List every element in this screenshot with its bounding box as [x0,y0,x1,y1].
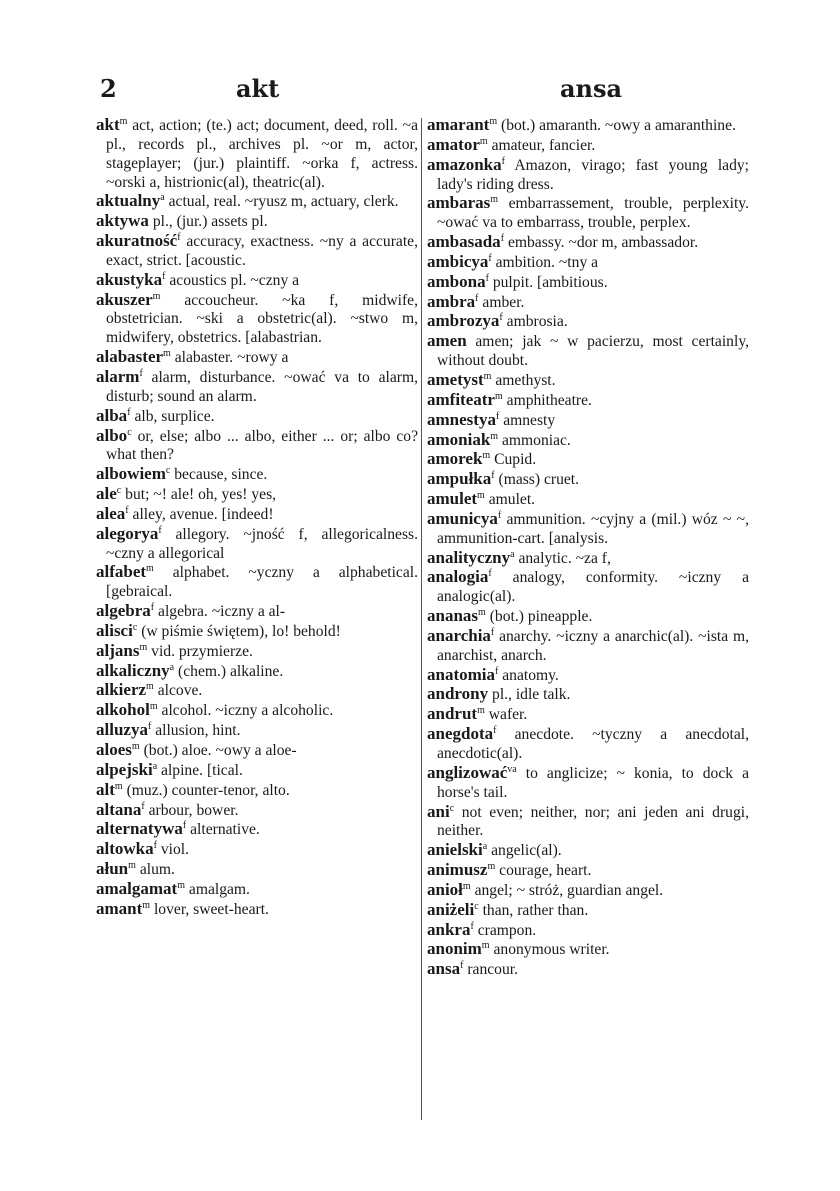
definition: anarchy. ~iczny a anarchic(al). ~ista m, anarchist, anarch. [437,627,750,664]
definition: ambrosia. [506,313,568,331]
headword: ametyst [427,369,484,389]
dictionary-entry [427,549,749,569]
gender-mark: m [152,290,161,302]
dictionary-entry [427,960,749,980]
left-guide-word: akt [236,74,280,103]
headword: ani [427,801,450,821]
headword: ałun [96,859,129,879]
headword: amalgamat [96,878,178,898]
definition: (bot.) aloe. ~owy a aloe- [143,742,297,759]
dictionary-entry [96,860,418,880]
right-guide-word: ansa [560,74,623,103]
definition: alb, surplice. [134,407,215,425]
definition: allusion, hint. [155,722,241,740]
gender-mark: f [162,270,166,282]
definition: (muz.) counter-tenor, alto. [126,781,290,799]
definition: allegory. ~jność f, allegoricalness. ~czny a allegorical [106,525,418,562]
headword: amulet [427,489,478,509]
definition: (bot.) amaranth. ~owy a amaranthine. [501,117,736,134]
headword: alternatywa [96,819,183,839]
dictionary-entry [427,764,749,803]
gender-mark: m [490,430,499,442]
dictionary-entry [427,332,749,371]
dictionary-entry [427,607,749,627]
column-divider [421,118,422,1120]
headword: analityczny [427,547,511,567]
definition: act, action; (te.) act; document, deed, roll. ~a pl., records pl., archives pl. ~or m, actor, stageplayer; (jur.) plaintiff. ~orka f, actress. ~orski a, histrionic(al), theatric(al). [106,117,418,191]
definition: rancour. [467,961,518,979]
gender-mark: c [474,900,479,912]
gender-mark: m [482,450,491,462]
definition: embassy. ~dor m, ambassador. [507,234,699,252]
headword: andrut [427,704,478,724]
headword: alisci [96,620,133,640]
definition: courage, heart. [499,862,592,880]
headword: alea [96,503,126,523]
gender-mark: a [169,661,175,673]
gender-mark: m [131,740,140,752]
headword: alluzya [96,720,148,740]
definition: (mass) cruet. [498,471,580,489]
dictionary-entry [96,642,418,662]
headword: ambrozya [427,311,500,331]
definition: alum. [139,861,175,879]
gender-mark: f [141,800,145,812]
dictionary-entry [427,450,749,470]
dictionary-entry [427,470,749,490]
headword: ambra [427,291,476,311]
definition: lover, sweet-heart. [153,900,269,918]
headword: alpejski [96,759,153,779]
definition: alarm, disturbance. ~ować va to alarm, disturb; sound an alarm. [106,368,418,405]
gender-mark: f [495,410,500,422]
page-number: 2 [100,74,117,103]
gender-mark: f [127,406,131,418]
headword: amnestya [427,409,496,429]
definition: Cupid. [494,451,537,469]
definition: anatomy. [502,666,559,684]
running-header [96,74,732,114]
definition: alphabet. ~yczny a alphabetical. [gebraical. [106,564,418,601]
gender-mark: f [125,504,129,516]
headword: amorek [427,449,483,469]
dictionary-entry [96,116,418,192]
definition: because, since. [174,466,268,484]
headword: aljans [96,640,140,660]
headword: aktualny [96,191,161,211]
gender-mark: m [477,489,485,501]
dictionary-entry [427,725,749,764]
headword: alkierz [96,680,147,700]
definition: Amazon, virago; fast young lady; lady's riding dress. [437,156,749,193]
definition: pl., (jur.) assets pl. [152,213,268,231]
definition: alpine. [tical. [161,761,243,779]
gender-mark: m [149,701,158,713]
gender-mark: m [490,194,499,206]
dictionary-entry [96,900,418,920]
headword: albowiem [96,464,166,484]
dictionary-entry [96,348,418,368]
headword: alfabet [96,562,147,582]
gender-mark: f [500,232,505,244]
gender-mark: m [494,390,503,402]
headword: androny [427,684,489,704]
headword: ambicya [427,251,489,271]
definition: pulpit. [ambitious. [492,273,608,291]
headword: amen [427,331,467,351]
dictionary-entry [96,368,418,407]
headword: anonim [427,939,482,959]
headword: amant [96,898,143,918]
dictionary-entry [427,705,749,725]
headword: ananas [427,606,479,626]
definition: amateur, fancier. [491,136,596,154]
headword: ansa [427,959,461,979]
headword: animusz [427,860,488,880]
headword: alkaliczny [96,660,170,680]
definition: alcove. [157,682,203,700]
dictionary-entry [427,431,749,451]
gender-mark: a [482,841,488,853]
definition: amber. [482,293,525,311]
dictionary-entry [96,465,418,485]
headword: ambasada [427,232,501,252]
headword: ampułka [427,469,492,489]
gender-mark: f [150,601,155,613]
gender-mark: m [146,681,154,693]
dictionary-entry [96,602,418,622]
dictionary-entry [427,371,749,391]
definition: amen; jak ~ w pacierzu, most certainly, without doubt. [437,333,749,370]
definition: but; ~! ale! oh, yes! yes, [125,486,277,504]
gender-mark: f [493,724,497,736]
gender-mark: f [499,312,503,324]
gender-mark: f [501,155,505,167]
gender-mark: f [470,920,474,932]
headword: ambona [427,271,486,291]
definition: algebra. ~iczny a al- [158,603,286,621]
gender-mark: f [491,470,495,481]
gender-mark: f [488,568,492,580]
dictionary-entry [96,212,418,232]
gender-mark: m [177,879,185,891]
definition: anecdote. ~tyczny a anecdotal, anecdotic(al). [437,726,749,762]
gender-mark: va [507,763,517,775]
dictionary-entry [427,490,749,510]
headword: alarm [96,366,140,386]
definition: ammunition. ~cyjny a (mil.) wóz ~ ~, ammunition-cart. [analysis. [437,510,749,547]
dictionary-entry [427,627,749,666]
dictionary-entry [96,820,418,840]
gender-mark: m [479,135,488,147]
gender-mark: m [119,115,128,127]
gender-mark: f [495,665,499,677]
headword: anglizować [427,762,508,782]
headword: alt [96,779,115,799]
dictionary-entry [427,391,749,411]
dictionary-entry [427,411,749,431]
headword: aktywa [96,211,149,231]
dictionary-entry [96,563,418,602]
dictionary-entry [427,273,749,293]
gender-mark: c [449,802,455,814]
dictionary-entry [96,681,418,701]
headword: algebra [96,601,151,621]
right-column [427,116,749,980]
definition: accoucheur. ~ka f, midwife, obstetrician. ~ski a obstetric(al). ~stwo m, midwifery, obstetrics. [alabastrian. [106,291,418,347]
dictionary-entry [96,721,418,741]
gender-mark: m [487,860,496,872]
gender-mark: f [147,720,152,732]
dictionary-entry [427,685,749,705]
headword: akuszer [96,289,153,309]
dictionary-entry [427,803,749,842]
dictionary-entry [96,880,418,900]
gender-mark: f [460,960,464,972]
headword: anegdota [427,724,494,744]
definition: acoustics pl. ~czny a [169,271,300,289]
gender-mark: m [477,705,485,717]
gender-mark: f [158,524,162,536]
definition: anonymous writer. [493,941,610,959]
definition: actual, real. ~ryusz m, actuary, clerk. [168,193,399,211]
dictionary-entry [427,116,749,136]
gender-mark: a [510,548,515,560]
definition: not even; neither, nor; ani jeden ani drugi, neither. [437,803,749,840]
headword: amoniak [427,429,491,449]
dictionary-entry [427,136,749,156]
definition: analogy, conformity. ~iczny a analogic(al). [437,569,749,606]
headword: aniżeli [427,899,475,919]
dictionary-entry [96,192,418,212]
definition: analytic. ~za f, [518,549,611,567]
headword: analogia [427,567,489,587]
dictionary-entry [96,485,418,505]
dictionary-entry [427,568,749,607]
dictionary-entry [96,741,418,761]
gender-mark: f [475,292,479,304]
gender-mark: c [116,484,122,496]
definition: ambition. ~tny a [495,253,599,271]
dictionary-entry [96,232,418,271]
gender-mark: m [462,880,471,892]
gender-mark: c [127,426,132,438]
dictionary-entry [96,781,418,801]
gender-mark: c [165,465,171,476]
dictionary-entry [96,291,418,349]
definition: embarrassement, trouble, perplexity. ~ować va to embarrass, trouble, perplex. [437,195,749,232]
headword: anielski [427,840,483,860]
gender-mark: a [160,192,165,204]
gender-mark: m [478,606,486,618]
dictionary-entry [96,407,418,427]
definition: amethyst. [495,371,556,389]
definition: amphitheatre. [506,391,592,409]
definition: amnesty [503,411,556,429]
dictionary-entry [427,233,749,253]
gender-mark: m [142,899,151,911]
definition: (bot.) pineapple. [489,608,593,626]
definition: crampon. [477,921,537,939]
definition: viol. [160,841,190,859]
headword: albo [96,425,128,445]
definition: (w piśmie świętem), lo! behold! [141,622,341,640]
gender-mark: a [152,760,158,772]
definition: accuracy, exactness. ~ny a accurate, exact, strict. [acoustic. [106,233,418,269]
dictionary-entry [96,505,418,525]
headword: amazonka [427,154,502,174]
dictionary-entry [96,271,418,291]
gender-mark: f [497,509,502,521]
dictionary-entry [96,662,418,682]
definition: alley, avenue. [indeed! [132,505,274,523]
gender-mark: f [153,840,157,852]
dictionary-entry [96,840,418,860]
headword: alegorya [96,523,159,543]
headword: ale [96,484,117,504]
dictionary-entry [427,194,749,233]
definition: angel; ~ stróż, guardian angel. [474,881,664,899]
gender-mark: f [485,272,489,284]
gender-mark: f [139,367,143,379]
headword: altowka [96,839,154,859]
gender-mark: m [489,115,498,127]
headword: alkohol [96,700,150,720]
dictionary-entry [96,622,418,642]
definition: vid. przymierze. [151,642,253,660]
definition: alternative. [190,821,260,839]
definition: to anglicize; ~ konia, to dock a horse's tail. [437,764,749,801]
definition: angelic(al). [491,842,562,860]
gender-mark: f [182,820,187,832]
definition: amalgam. [188,880,250,898]
definition: arbour, bower. [148,801,239,819]
dictionary-entry [427,901,749,921]
gender-mark: m [146,563,154,575]
gender-mark: f [490,626,495,638]
dictionary-entry [96,427,418,466]
headword: akustyka [96,269,163,289]
dictionary-entry [427,156,749,195]
headword: ankra [427,919,471,939]
dictionary-entry [427,510,749,549]
gender-mark: m [481,940,490,952]
headword: amfiteatr [427,389,495,409]
definition: alabaster. ~rowy a [174,349,289,367]
headword: akt [96,115,120,134]
dictionary-entry [96,801,418,821]
gender-mark: m [114,780,123,792]
headword: altana [96,799,142,819]
definition: pl., idle talk. [492,686,571,704]
definition: (chem.) alkaline. [178,662,284,680]
dictionary-entry [427,841,749,861]
gender-mark: m [483,370,492,382]
gender-mark: c [132,621,138,633]
dictionary-entry [427,293,749,313]
dictionary-entry [96,525,418,564]
dictionary-entry [427,253,749,273]
headword: aloes [96,740,132,759]
headword: alba [96,405,128,425]
definition: amulet. [488,491,536,509]
dictionary-entry [427,312,749,332]
definition: than, rather than. [482,901,589,919]
gender-mark: f [488,252,492,264]
dictionary-entry [427,666,749,686]
headword: anioł [427,879,463,899]
headword: ambaras [427,193,491,213]
headword: akuratność [96,231,178,251]
headword: anarchia [427,625,491,645]
definition: alcohol. ~iczny a alcoholic. [161,702,334,720]
definition: or, else; albo ... albo, either ... or; albo co? what then? [106,427,418,464]
dictionary-entry [96,761,418,781]
dictionary-entry [96,701,418,721]
left-column [96,116,418,920]
definition: ammoniac. [501,431,571,449]
dictionary-entry [427,940,749,960]
gender-mark: f [177,231,181,243]
gender-mark: m [163,347,171,359]
headword: amator [427,134,480,154]
dictionary-entry [427,861,749,881]
headword: amunicya [427,508,498,528]
dictionary-entry [427,921,749,941]
gender-mark: m [128,859,136,871]
definition: wafer. [488,706,528,724]
headword: amarant [427,115,490,134]
headword: alabaster [96,347,164,367]
gender-mark: m [139,641,148,653]
headword: anatomia [427,664,495,684]
dictionary-entry [427,881,749,901]
